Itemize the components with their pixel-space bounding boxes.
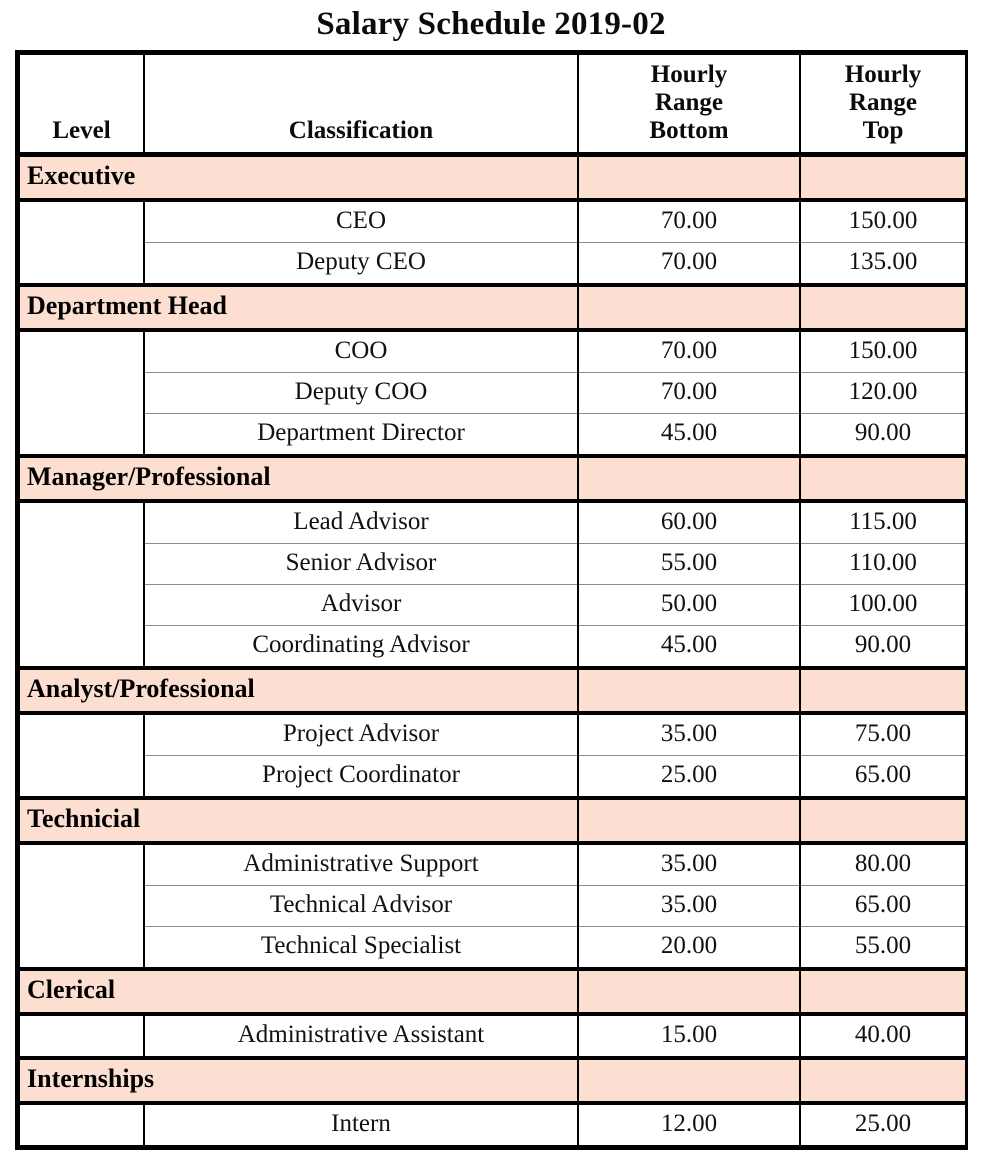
- section-level-label: Department Head: [20, 285, 578, 330]
- classification-cell: COO: [144, 330, 578, 373]
- column-header-hourly-range-top: [800, 55, 965, 155]
- section-band-top-cell: [800, 155, 965, 201]
- classification-cell: Advisor: [144, 585, 578, 626]
- section-band-bottom-cell: [578, 1058, 800, 1103]
- table-row: [20, 585, 965, 626]
- level-cell: [20, 1103, 144, 1145]
- hourly-range-bottom-cell: 50.00: [578, 585, 800, 626]
- hourly-range-bottom-cell: 15.00: [578, 1014, 800, 1058]
- hourly-range-top-cell: 110.00: [800, 544, 965, 585]
- page-title: Salary Schedule 2019-02: [316, 6, 666, 42]
- hourly-range-top-cell: 150.00: [800, 330, 965, 373]
- hourly-range-bottom-cell: 45.00: [578, 626, 800, 669]
- section-header-row: [20, 1058, 965, 1103]
- classification-cell: Senior Advisor: [144, 544, 578, 585]
- level-cell: [20, 200, 144, 285]
- hourly-range-bottom-cell: 20.00: [578, 927, 800, 970]
- classification-cell: CEO: [144, 200, 578, 243]
- hourly-range-bottom-cell: 45.00: [578, 414, 800, 457]
- table-row: [20, 501, 965, 544]
- hourly-range-bottom-cell: 35.00: [578, 713, 800, 756]
- column-header-top-line2: Range: [848, 89, 918, 116]
- table-row: [20, 200, 965, 243]
- hourly-range-top-cell: 80.00: [800, 843, 965, 886]
- hourly-range-top-cell: 100.00: [800, 585, 965, 626]
- column-header-level: Level: [20, 55, 144, 155]
- hourly-range-bottom-cell: 12.00: [578, 1103, 800, 1145]
- hourly-range-bottom-cell: 70.00: [578, 330, 800, 373]
- table-row: [20, 1103, 965, 1145]
- classification-cell: Administrative Support: [144, 843, 578, 886]
- hourly-range-top-cell: 65.00: [800, 756, 965, 799]
- table-row: [20, 544, 965, 585]
- hourly-range-bottom-cell: 35.00: [578, 886, 800, 927]
- section-band-top-cell: [800, 668, 965, 713]
- section-band-bottom-cell: [578, 798, 800, 843]
- section-level-label: Technicial: [20, 798, 578, 843]
- table-row: [20, 414, 965, 457]
- section-band-top-cell: [800, 285, 965, 330]
- column-header-top-line3: Top: [862, 117, 904, 144]
- section-band-bottom-cell: [578, 456, 800, 501]
- table-row: [20, 927, 965, 970]
- column-header-row: [20, 55, 965, 155]
- section-level-label: Manager/Professional: [20, 456, 578, 501]
- table-row: [20, 330, 965, 373]
- table-row: [20, 756, 965, 799]
- section-level-label: Clerical: [20, 969, 578, 1014]
- hourly-range-bottom-cell: 35.00: [578, 843, 800, 886]
- hourly-range-top-cell: 120.00: [800, 373, 965, 414]
- level-cell: [20, 713, 144, 798]
- section-band-bottom-cell: [578, 668, 800, 713]
- level-cell: [20, 501, 144, 668]
- table-row: [20, 373, 965, 414]
- column-header-bottom-line1: Hourly: [650, 61, 728, 88]
- section-level-label: Analyst/Professional: [20, 668, 578, 713]
- hourly-range-bottom-cell: 25.00: [578, 756, 800, 799]
- section-band-top-cell: [800, 456, 965, 501]
- salary-table-container: [15, 50, 968, 1150]
- section-header-row: [20, 969, 965, 1014]
- section-header-row: [20, 456, 965, 501]
- classification-cell: Project Coordinator: [144, 756, 578, 799]
- level-cell: [20, 1014, 144, 1058]
- table-header: [20, 55, 965, 155]
- classification-cell: Technical Specialist: [144, 927, 578, 970]
- hourly-range-top-cell: 25.00: [800, 1103, 965, 1145]
- column-header-classification: Classification: [144, 55, 578, 155]
- classification-cell: Technical Advisor: [144, 886, 578, 927]
- hourly-range-bottom-cell: 70.00: [578, 373, 800, 414]
- table-row: [20, 713, 965, 756]
- column-header-hourly-range-bottom: [578, 55, 800, 155]
- section-band-bottom-cell: [578, 969, 800, 1014]
- table-body: [20, 155, 965, 1146]
- hourly-range-top-cell: 55.00: [800, 927, 965, 970]
- section-level-label: Internships: [20, 1058, 578, 1103]
- table-row: [20, 1014, 965, 1058]
- section-band-top-cell: [800, 969, 965, 1014]
- classification-cell: Administrative Assistant: [144, 1014, 578, 1058]
- column-header-bottom-line2: Range: [654, 89, 724, 116]
- section-header-row: [20, 668, 965, 713]
- section-band-bottom-cell: [578, 155, 800, 201]
- table-row: [20, 886, 965, 927]
- column-header-bottom-line3: Bottom: [649, 117, 729, 144]
- classification-cell: Lead Advisor: [144, 501, 578, 544]
- level-cell: [20, 330, 144, 456]
- hourly-range-bottom-cell: 70.00: [578, 243, 800, 286]
- hourly-range-top-cell: 90.00: [800, 414, 965, 457]
- classification-cell: Department Director: [144, 414, 578, 457]
- hourly-range-bottom-cell: 60.00: [578, 501, 800, 544]
- hourly-range-top-cell: 40.00: [800, 1014, 965, 1058]
- hourly-range-bottom-cell: 70.00: [578, 200, 800, 243]
- table-row: [20, 843, 965, 886]
- hourly-range-bottom-cell: 55.00: [578, 544, 800, 585]
- hourly-range-top-cell: 135.00: [800, 243, 965, 286]
- classification-cell: Deputy COO: [144, 373, 578, 414]
- classification-cell: Project Advisor: [144, 713, 578, 756]
- column-header-top-line1: Hourly: [844, 61, 922, 88]
- hourly-range-top-cell: 75.00: [800, 713, 965, 756]
- section-band-top-cell: [800, 798, 965, 843]
- salary-schedule-table: [20, 55, 965, 1145]
- section-header-row: [20, 285, 965, 330]
- hourly-range-top-cell: 150.00: [800, 200, 965, 243]
- hourly-range-top-cell: 115.00: [800, 501, 965, 544]
- section-level-label: Executive: [20, 155, 578, 201]
- table-row: [20, 243, 965, 286]
- section-band-top-cell: [800, 1058, 965, 1103]
- classification-cell: Coordinating Advisor: [144, 626, 578, 669]
- classification-cell: Deputy CEO: [144, 243, 578, 286]
- section-header-row: [20, 798, 965, 843]
- level-cell: [20, 843, 144, 969]
- hourly-range-top-cell: 65.00: [800, 886, 965, 927]
- section-header-row: [20, 155, 965, 201]
- section-band-bottom-cell: [578, 285, 800, 330]
- classification-cell: Intern: [144, 1103, 578, 1145]
- hourly-range-top-cell: 90.00: [800, 626, 965, 669]
- table-row: [20, 626, 965, 669]
